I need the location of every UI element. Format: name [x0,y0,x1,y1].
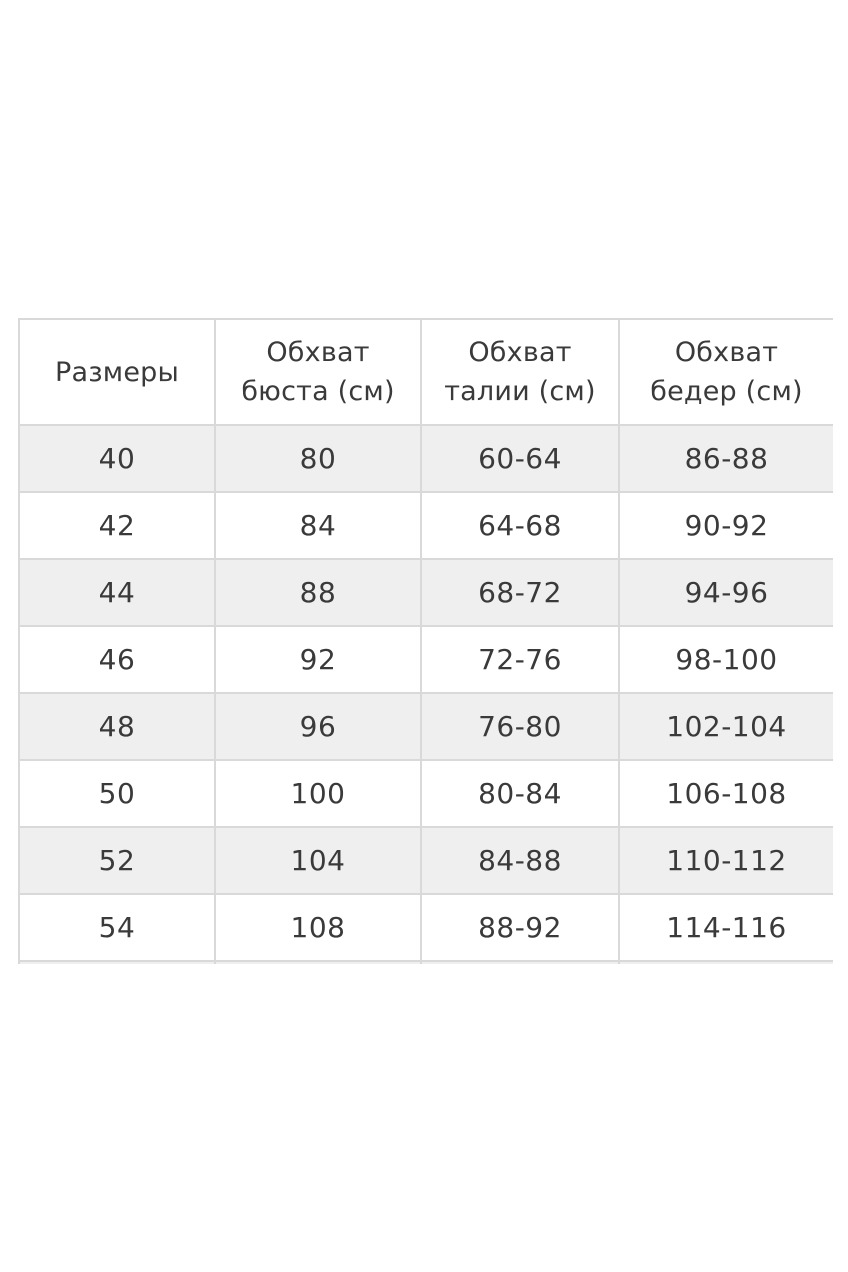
header-bust-line2: бюста (см) [241,376,395,407]
header-waist-line2: талии (см) [444,376,596,407]
header-hips-line1: Обхват [674,337,779,368]
cell-bust: 108 [215,894,421,961]
cell-waist: 76-80 [421,693,619,760]
header-waist-line1: Обхват [468,337,572,368]
cell-bust: 100 [215,760,421,827]
table-row [19,559,833,626]
cell-bust: 92 [215,626,421,693]
header-bust-line1: Обхват [266,337,370,368]
cell-hips [619,961,833,964]
cell-bust: 104 [215,827,421,894]
size-chart [18,318,833,964]
cell-waist [421,961,619,964]
table-row [19,827,833,894]
cell-bust: 96 [215,693,421,760]
cell-size: 44 [19,559,215,626]
table-row [19,626,833,693]
cell-hips: 86-88 [619,425,833,492]
header-bust [215,319,421,425]
header-size-label: Размеры [54,356,180,388]
table-row [19,894,833,961]
header-hips-line2: бедер (см) [650,376,803,407]
cell-waist: 60-64 [421,425,619,492]
header-row [19,319,833,425]
cell-hips: 102-104 [619,693,833,760]
header-waist [421,319,619,425]
cell-bust: 84 [215,492,421,559]
cell-size: 50 [19,760,215,827]
cell-size: 40 [19,425,215,492]
cell-hips: 114-116 [619,894,833,961]
cell-size [19,961,215,964]
table-row [19,492,833,559]
cell-waist: 80-84 [421,760,619,827]
cell-hips: 106-108 [619,760,833,827]
cell-bust: 88 [215,559,421,626]
cell-size: 48 [19,693,215,760]
cell-hips: 110-112 [619,827,833,894]
cell-waist: 72-76 [421,626,619,693]
header-size [19,319,215,425]
cell-size: 52 [19,827,215,894]
cell-bust [215,961,421,964]
table-row [19,425,833,492]
cell-bust: 80 [215,425,421,492]
cell-hips: 98-100 [619,626,833,693]
cell-size: 42 [19,492,215,559]
table-row [19,693,833,760]
cell-hips: 90-92 [619,492,833,559]
cell-waist: 88-92 [421,894,619,961]
cell-size: 46 [19,626,215,693]
table-row-cut-off [19,961,833,964]
size-table [18,318,833,964]
header-hips [619,319,833,425]
table-row [19,760,833,827]
cell-waist: 64-68 [421,492,619,559]
cell-waist: 68-72 [421,559,619,626]
cell-waist: 84-88 [421,827,619,894]
cell-size: 54 [19,894,215,961]
cell-hips: 94-96 [619,559,833,626]
